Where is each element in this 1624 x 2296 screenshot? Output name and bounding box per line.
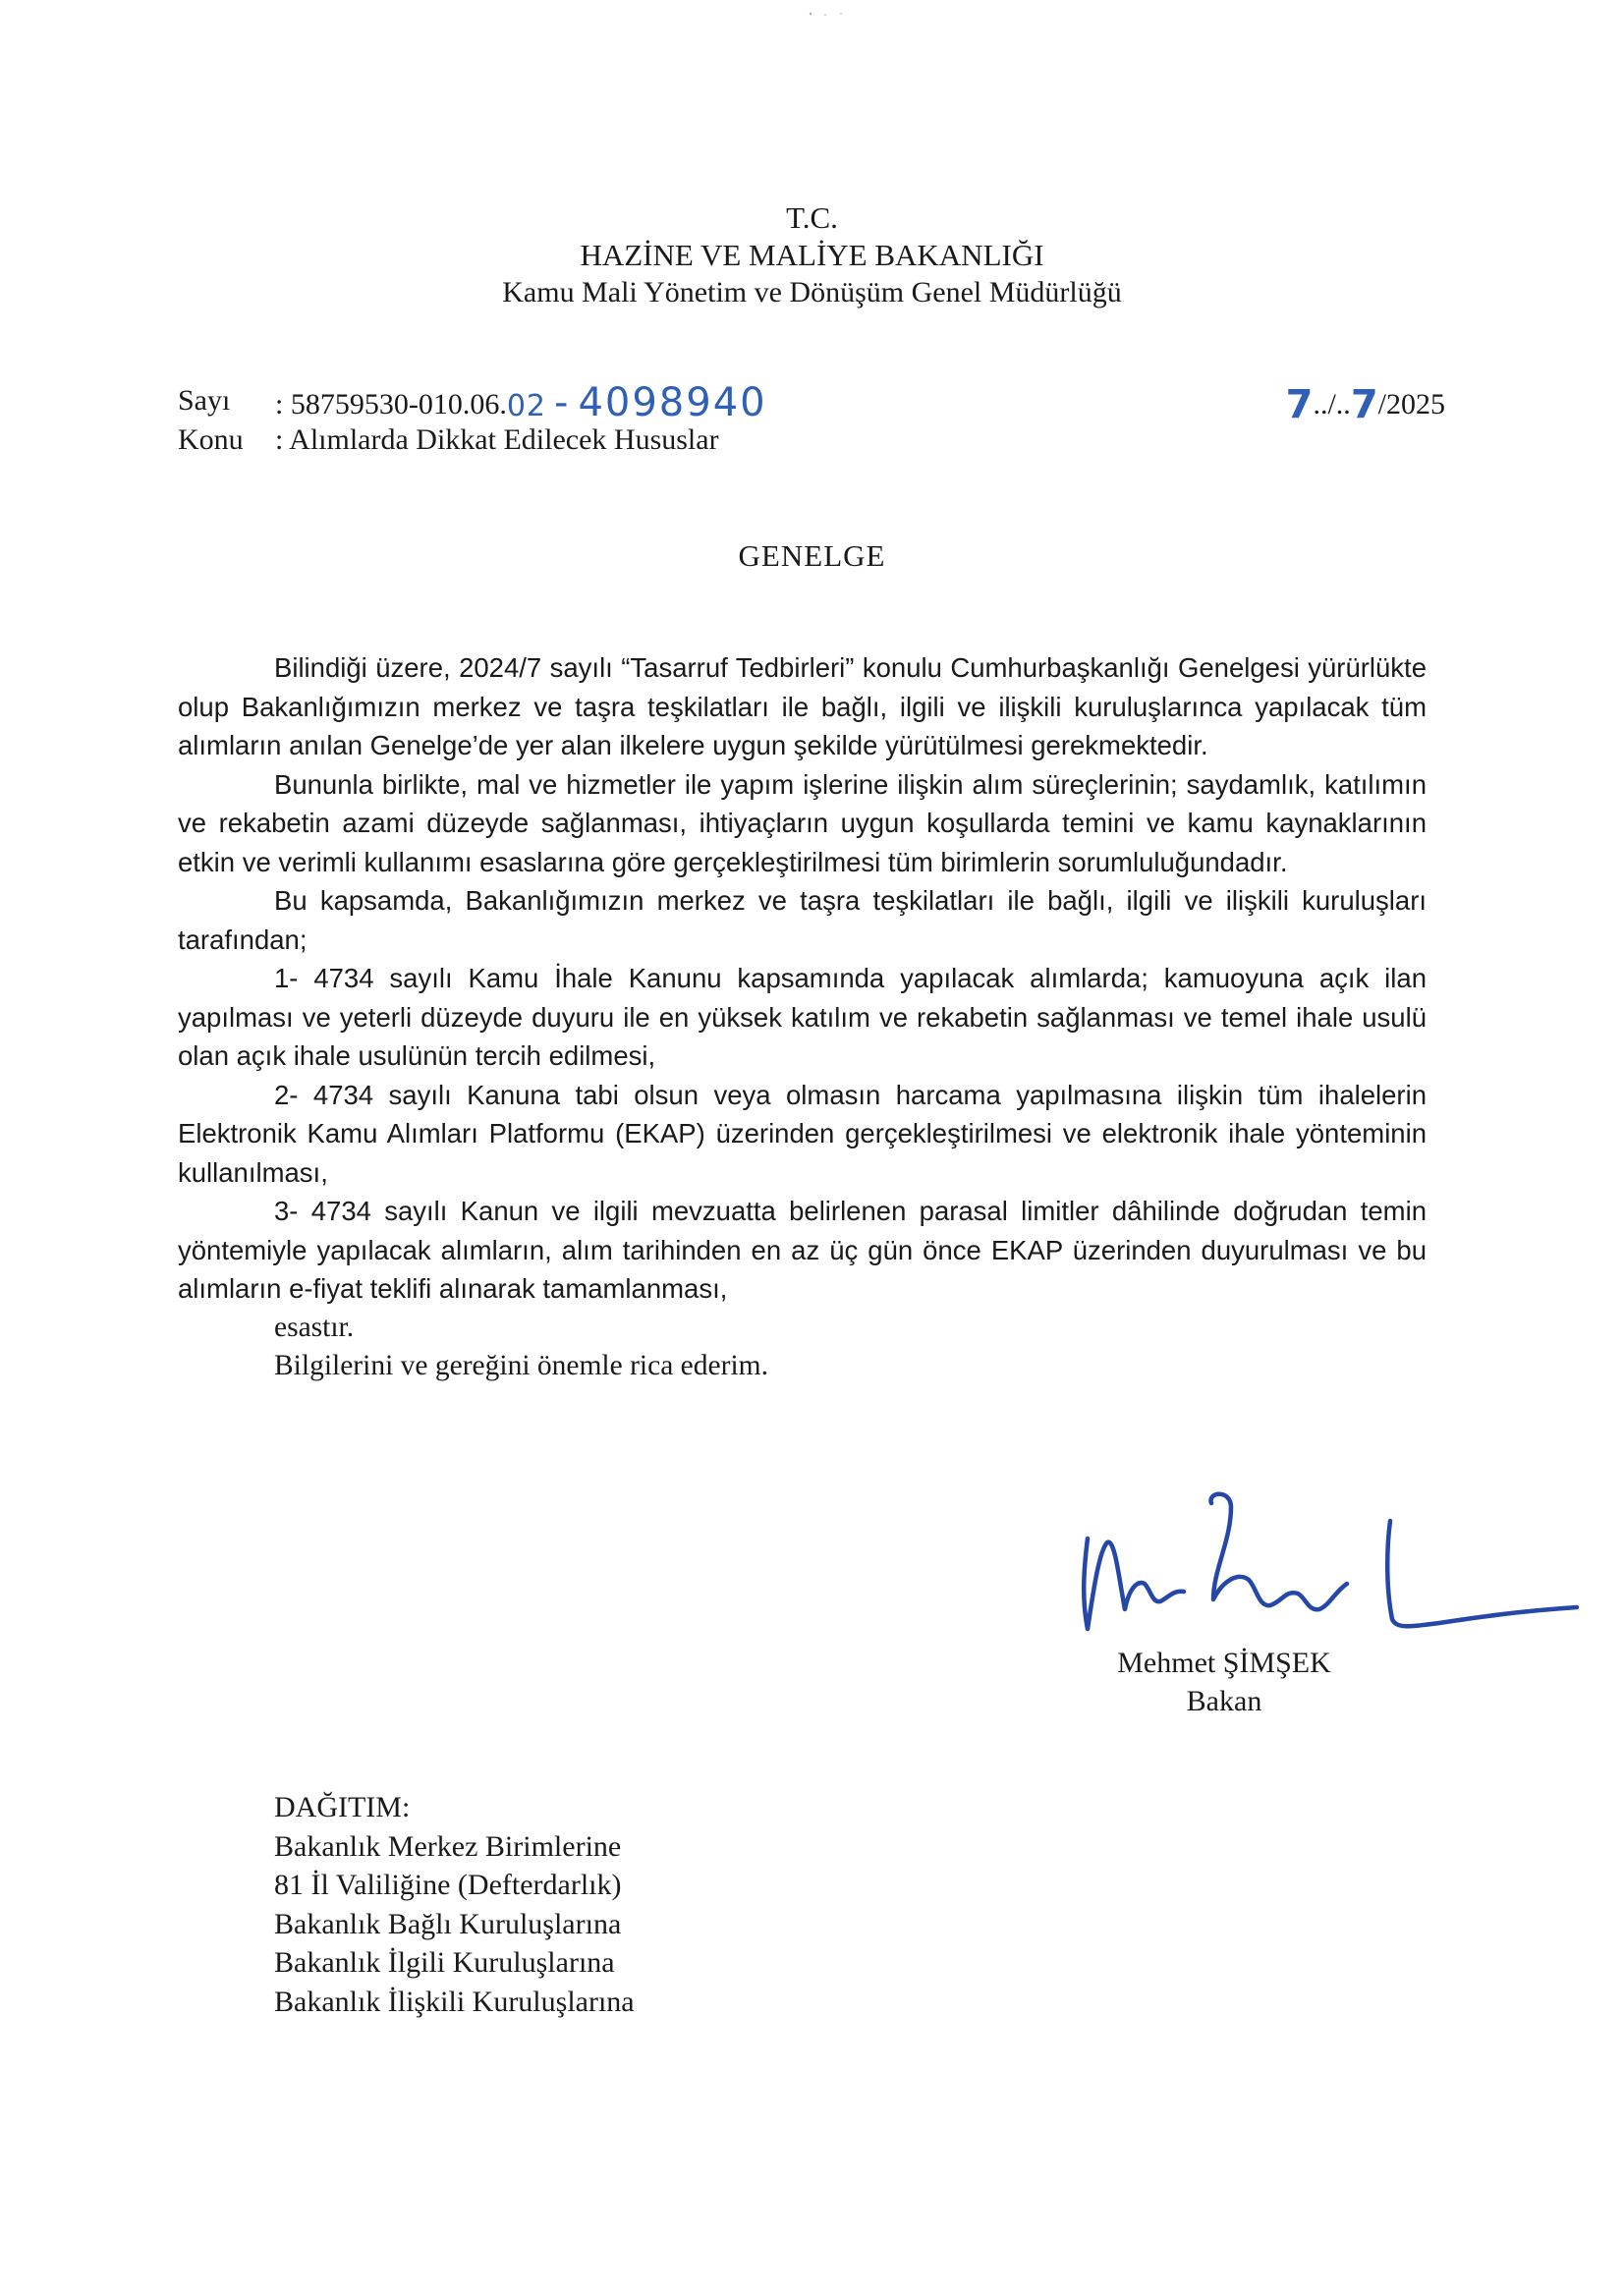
- konu-row: [178, 420, 1445, 460]
- sayi-printed: : 58759530-010.06.: [275, 388, 507, 420]
- konu-label: Konu: [178, 423, 244, 456]
- paragraph-1: Bilindiği üzere, 2024/7 sayılı “Tasarruf Tedbirleri” konulu Cumhurbaşkanlığı Genelgesi yürürlükte olup Bakanlığımızın merkez ve taşra teşkilatları ile bağlı, ilgili ve ilişkili kuruluşlarınca yapılacak tüm alımların anılan Genelge’de yer alan ilkelere uygun şekilde yürütülmesi gerekmektedir.: [178, 652, 1427, 760]
- date-separator: ../..: [1313, 388, 1351, 420]
- distribution-item: Bakanlık İlişkili Kuruluşlarına: [274, 1985, 635, 2018]
- sayi-handwritten-number: 4098940: [578, 380, 767, 425]
- distribution-heading: DAĞITIM:: [274, 1791, 411, 1823]
- letterhead-ministry: HAZİNE VE MALİYE BAKANLIĞI: [580, 238, 1044, 272]
- sayi-value: [275, 381, 767, 424]
- document-meta: [178, 381, 1445, 460]
- sayi-handwritten-prefix: 02: [506, 389, 547, 423]
- document-body: [178, 648, 1427, 1386]
- letterhead-directorate: Kamu Mali Yönetim ve Dönüşüm Genel Müdürlüğü: [502, 276, 1122, 308]
- distribution-item: Bakanlık Merkez Birimlerine: [274, 1829, 622, 1863]
- letterhead: [0, 199, 1624, 311]
- distribution-list: [274, 1788, 635, 2021]
- date-handwritten-month: 7: [1350, 382, 1378, 427]
- distribution-item: 81 İl Valiliğine (Defterdarlık): [274, 1869, 622, 1901]
- date-year: /2025: [1377, 388, 1445, 420]
- document-title: GENELGE: [738, 538, 886, 573]
- paragraph-item-2: 2- 4734 sayılı Kanuna tabi olsun veya olmasın harcama yapılmasına ilişkin tüm ihalelerin Elektronik Kamu Alımları Platformu (EKAP) üzerinden gerçekleştirilmesi ve elektronik ihale yönteminin kullanılması,: [178, 1079, 1427, 1188]
- letterhead-tc: T.C.: [786, 200, 838, 235]
- signer-name: Mehmet ŞİMŞEK: [1117, 1647, 1331, 1679]
- sayi-label: Sayı: [178, 384, 231, 417]
- signer-block: [1077, 1644, 1372, 1720]
- paragraph-esastir: esastır.: [274, 1311, 355, 1343]
- document-date: [1285, 381, 1445, 427]
- distribution-item: Bakanlık Bağlı Kuruluşlarına: [274, 1907, 622, 1940]
- date-handwritten-day: 7: [1285, 382, 1314, 427]
- scan-speck: [808, 10, 847, 18]
- konu-value: : Alımlarda Dikkat Edilecek Hususlar: [275, 423, 719, 456]
- sayi-row: [178, 380, 1445, 427]
- handwritten-signature: [1066, 1482, 1596, 1658]
- paragraph-item-1: 1- 4734 sayılı Kamu İhale Kanunu kapsamında yapılacak alımlarda; kamuoyuna açık ilan yapılması ve yeterli düzeyde duyuru ile en yüksek katılım ve rekabetin sağlanması ve temel ihale usulü olan açık ihale usulünün tercih edilmesi,: [178, 963, 1427, 1071]
- distribution-item: Bakanlık İlgili Kuruluşlarına: [274, 1946, 615, 1979]
- paragraph-item-3: 3- 4734 sayılı Kanun ve ilgili mevzuatta belirlenen parasal limitler dâhilinde doğrudan temin yöntemiyle yapılacak alımların, alım tarihinden en az üç gün önce EKAP üzerinden duyurulması ve bu alımların e-fiyat teklifi alınarak tamamlanması,: [178, 1196, 1427, 1304]
- paragraph-2: Bununla birlikte, mal ve hizmetler ile yapım işlerine ilişkin alım süreçlerinin; saydamlık, katılımın ve rekabetin azami düzeyde sağlanması, ihtiyaçların uygun koşullarda temini ve kamu kaynaklarının etkin ve verimli kullanımı esaslarına göre gerçekleştirilmesi tüm birimlerin sorumluluğundadır.: [178, 768, 1427, 877]
- sayi-handwritten-dash: -: [554, 380, 571, 425]
- paragraph-3: Bu kapsamda, Bakanlığımızın merkez ve taşra teşkilatları ile bağlı, ilgili ve ilişkili kuruluşları tarafından;: [178, 885, 1427, 955]
- paragraph-closing: Bilgilerini ve gereğini önemle rica ederim.: [274, 1350, 768, 1381]
- signer-title: Bakan: [1186, 1685, 1262, 1717]
